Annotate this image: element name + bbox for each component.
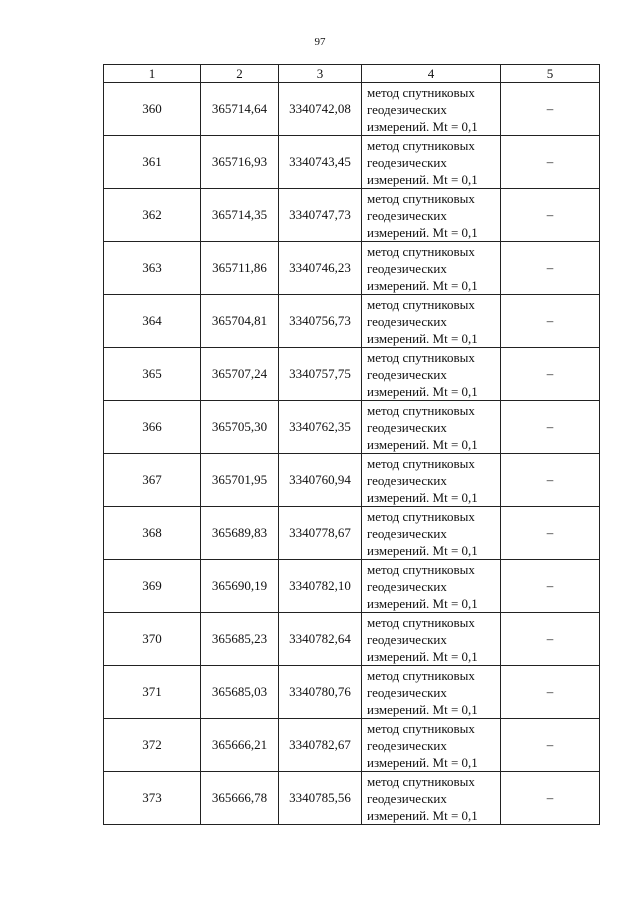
method-line: измерений. Mt = 0,1 — [367, 648, 478, 664]
y-coordinate-cell: 3340782,10 — [279, 560, 362, 613]
x-coordinate-cell: 365685,03 — [201, 666, 279, 719]
point-number-cell: 373 — [104, 772, 201, 825]
method-line: метод спутниковых — [367, 84, 475, 100]
x-coordinate-cell: 365689,83 — [201, 507, 279, 560]
x-coordinate-cell: 365705,30 — [201, 401, 279, 454]
y-coordinate-cell: 3340757,75 — [279, 348, 362, 401]
method-line: геодезических — [367, 578, 447, 594]
method-cell — [362, 83, 501, 136]
column-header-5: 5 — [501, 65, 600, 83]
column-header-4: 4 — [362, 65, 501, 83]
point-number-cell: 370 — [104, 613, 201, 666]
method-line: метод спутниковых — [367, 561, 475, 577]
table-row — [104, 348, 600, 401]
point-number-cell: 369 — [104, 560, 201, 613]
method-cell — [362, 136, 501, 189]
y-coordinate-cell: 3340743,45 — [279, 136, 362, 189]
note-cell: – — [501, 348, 600, 401]
coordinates-table — [103, 64, 600, 825]
y-coordinate-cell: 3340742,08 — [279, 83, 362, 136]
point-number-cell: 360 — [104, 83, 201, 136]
y-coordinate-cell: 3340780,76 — [279, 666, 362, 719]
method-line: метод спутниковых — [367, 402, 475, 418]
x-coordinate-cell: 365690,19 — [201, 560, 279, 613]
table-row — [104, 507, 600, 560]
y-coordinate-cell: 3340782,64 — [279, 613, 362, 666]
note-cell: – — [501, 772, 600, 825]
method-line: геодезических — [367, 472, 447, 488]
note-cell: – — [501, 189, 600, 242]
method-line: метод спутниковых — [367, 667, 475, 683]
method-cell — [362, 242, 501, 295]
method-line: геодезических — [367, 684, 447, 700]
method-line: измерений. Mt = 0,1 — [367, 118, 478, 134]
method-line: метод спутниковых — [367, 720, 475, 736]
note-cell: – — [501, 83, 600, 136]
table-row — [104, 83, 600, 136]
table-row — [104, 560, 600, 613]
header-row — [104, 65, 600, 83]
point-number-cell: 364 — [104, 295, 201, 348]
table-header — [104, 65, 600, 83]
table-row — [104, 189, 600, 242]
y-coordinate-cell: 3340756,73 — [279, 295, 362, 348]
note-cell: – — [501, 136, 600, 189]
y-coordinate-cell: 3340746,23 — [279, 242, 362, 295]
y-coordinate-cell: 3340747,73 — [279, 189, 362, 242]
method-cell — [362, 719, 501, 772]
column-header-2: 2 — [201, 65, 279, 83]
method-cell — [362, 507, 501, 560]
method-line: геодезических — [367, 790, 447, 806]
table-row — [104, 454, 600, 507]
note-cell: – — [501, 666, 600, 719]
x-coordinate-cell: 365701,95 — [201, 454, 279, 507]
method-line: геодезических — [367, 366, 447, 382]
x-coordinate-cell: 365685,23 — [201, 613, 279, 666]
note-cell: – — [501, 719, 600, 772]
point-number-cell: 366 — [104, 401, 201, 454]
method-line: измерений. Mt = 0,1 — [367, 330, 478, 346]
method-line: геодезических — [367, 737, 447, 753]
method-cell — [362, 295, 501, 348]
method-line: геодезических — [367, 101, 447, 117]
column-header-1: 1 — [104, 65, 201, 83]
method-line: геодезических — [367, 419, 447, 435]
table-row — [104, 613, 600, 666]
method-line: метод спутниковых — [367, 243, 475, 259]
method-line: измерений. Mt = 0,1 — [367, 171, 478, 187]
method-cell — [362, 666, 501, 719]
x-coordinate-cell: 365704,81 — [201, 295, 279, 348]
x-coordinate-cell: 365716,93 — [201, 136, 279, 189]
y-coordinate-cell: 3340785,56 — [279, 772, 362, 825]
method-line: измерений. Mt = 0,1 — [367, 754, 478, 770]
table-row — [104, 719, 600, 772]
note-cell: – — [501, 454, 600, 507]
method-cell — [362, 401, 501, 454]
x-coordinate-cell: 365707,24 — [201, 348, 279, 401]
method-line: измерений. Mt = 0,1 — [367, 224, 478, 240]
table-body — [104, 83, 600, 825]
method-cell — [362, 454, 501, 507]
note-cell: – — [501, 401, 600, 454]
method-line: метод спутниковых — [367, 349, 475, 365]
y-coordinate-cell: 3340778,67 — [279, 507, 362, 560]
point-number-cell: 363 — [104, 242, 201, 295]
table-row — [104, 242, 600, 295]
table-row — [104, 136, 600, 189]
point-number-cell: 367 — [104, 454, 201, 507]
method-line: метод спутниковых — [367, 137, 475, 153]
note-cell: – — [501, 613, 600, 666]
table-row — [104, 401, 600, 454]
method-cell — [362, 348, 501, 401]
method-line: метод спутниковых — [367, 190, 475, 206]
method-line: геодезических — [367, 525, 447, 541]
method-line: измерений. Mt = 0,1 — [367, 277, 478, 293]
method-line: метод спутниковых — [367, 508, 475, 524]
page-number: 97 — [314, 36, 326, 48]
x-coordinate-cell: 365666,78 — [201, 772, 279, 825]
table-row — [104, 772, 600, 825]
table-row — [104, 666, 600, 719]
x-coordinate-cell: 365666,21 — [201, 719, 279, 772]
method-cell — [362, 189, 501, 242]
column-header-3: 3 — [279, 65, 362, 83]
method-cell — [362, 613, 501, 666]
point-number-cell: 371 — [104, 666, 201, 719]
method-line: геодезических — [367, 154, 447, 170]
method-line: геодезических — [367, 313, 447, 329]
y-coordinate-cell: 3340782,67 — [279, 719, 362, 772]
method-line: метод спутниковых — [367, 773, 475, 789]
note-cell: – — [501, 560, 600, 613]
method-line: геодезических — [367, 260, 447, 276]
method-cell — [362, 772, 501, 825]
point-number-cell: 361 — [104, 136, 201, 189]
x-coordinate-cell: 365711,86 — [201, 242, 279, 295]
point-number-cell: 372 — [104, 719, 201, 772]
x-coordinate-cell: 365714,64 — [201, 83, 279, 136]
method-line: измерений. Mt = 0,1 — [367, 542, 478, 558]
method-line: метод спутниковых — [367, 455, 475, 471]
point-number-cell: 365 — [104, 348, 201, 401]
note-cell: – — [501, 507, 600, 560]
method-line: измерений. Mt = 0,1 — [367, 701, 478, 717]
method-line: измерений. Mt = 0,1 — [367, 807, 478, 823]
method-line: геодезических — [367, 207, 447, 223]
table-row — [104, 295, 600, 348]
method-line: измерений. Mt = 0,1 — [367, 383, 478, 399]
method-line: измерений. Mt = 0,1 — [367, 436, 478, 452]
method-line: метод спутниковых — [367, 614, 475, 630]
method-line: измерений. Mt = 0,1 — [367, 489, 478, 505]
x-coordinate-cell: 365714,35 — [201, 189, 279, 242]
point-number-cell: 362 — [104, 189, 201, 242]
method-cell — [362, 560, 501, 613]
method-line: измерений. Mt = 0,1 — [367, 595, 478, 611]
point-number-cell: 368 — [104, 507, 201, 560]
y-coordinate-cell: 3340760,94 — [279, 454, 362, 507]
method-line: метод спутниковых — [367, 296, 475, 312]
note-cell: – — [501, 242, 600, 295]
y-coordinate-cell: 3340762,35 — [279, 401, 362, 454]
method-line: геодезических — [367, 631, 447, 647]
note-cell: – — [501, 295, 600, 348]
